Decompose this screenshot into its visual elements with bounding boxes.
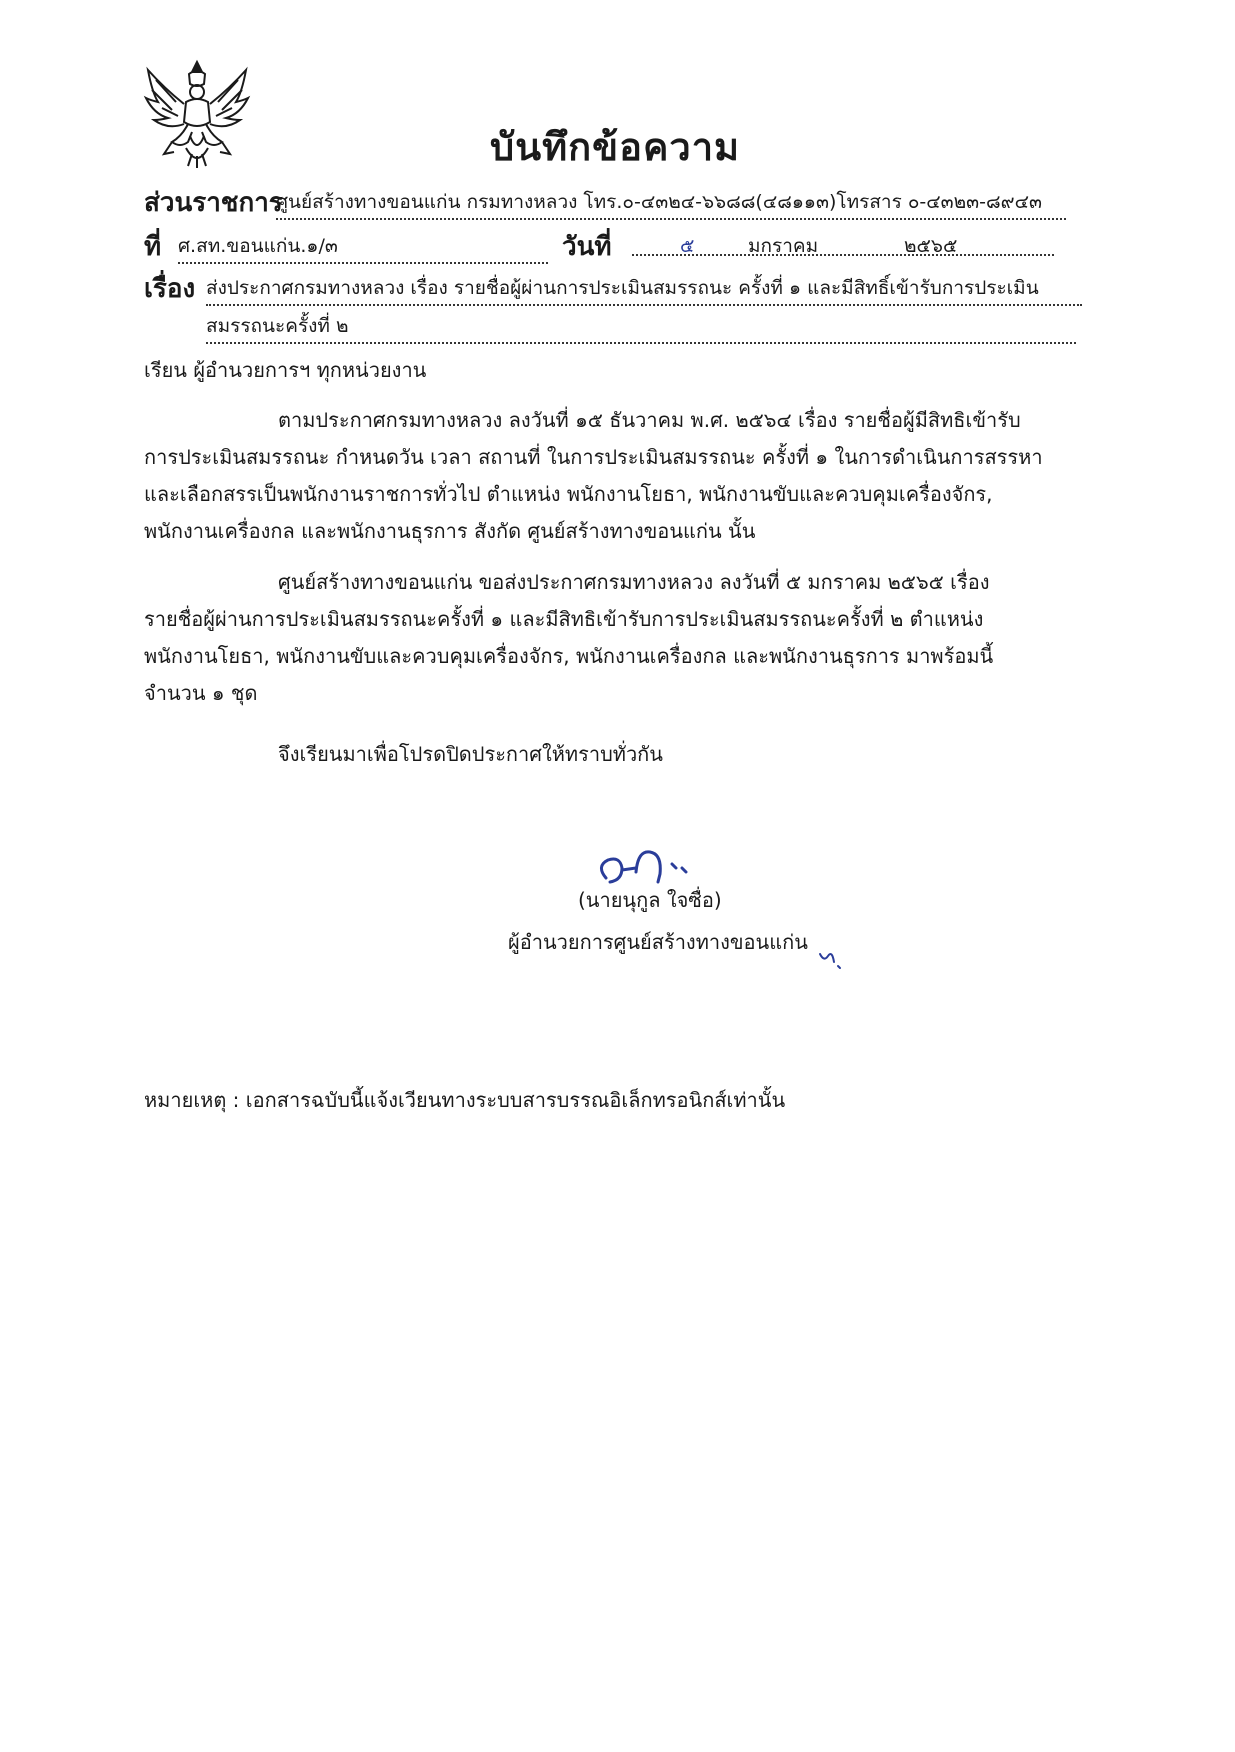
reference-label: ที่ (144, 232, 162, 262)
paragraph-3: จึงเรียนมาเพื่อโปรดปิดประกาศให้ทราบทั่วกัน (278, 742, 663, 766)
signer-title: ผู้อำนวยการศูนย์สร้างทางขอนแก่น (508, 930, 808, 954)
date-day: ๕ (680, 235, 695, 257)
agency-label: ส่วนราชการ (144, 188, 283, 218)
paragraph-2-line: ศูนย์สร้างทางขอนแก่น ขอส่งประกาศกรมทางหลวง ลงวันที่ ๕ มกราคม ๒๕๖๕ เรื่อง (278, 570, 990, 594)
agency-value: ศูนย์สร้างทางขอนแก่น กรมทางหลวง โทร.๐-๔๓๒๔-๖๖๘๘(๔๘๑๑๓)โทรสาร ๐-๔๓๒๓-๘๙๔๓ (276, 187, 1066, 220)
paragraph-2-line: จำนวน ๑ ชุด (144, 681, 258, 705)
paragraph-1-line: ตามประกาศกรมทางหลวง ลงวันที่ ๑๕ ธันวาคม พ.ศ. ๒๕๖๔ เรื่อง รายชื่อผู้มีสิทธิเข้ารับ (278, 408, 1021, 432)
signer-name: (นายนุกูล ใจซื่อ) (578, 888, 722, 912)
paragraph-1-line: และเลือกสรรเป็นพนักงานราชการทั่วไป ตำแหน่ง พนักงานโยธา, พนักงานขับและควบคุมเครื่องจักร, (144, 482, 993, 506)
date-value (632, 231, 1054, 256)
paragraph-1 (144, 402, 1043, 550)
footnote: หมายเหตุ : เอกสารฉบับนี้แจ้งเวียนทางระบบสารบรรณอิเล็กทรอนิกส์เท่านั้น (144, 1088, 786, 1112)
document-title: บันทึกข้อความ (490, 125, 741, 169)
paragraph-1-line: การประเมินสมรรถนะ กำหนดวัน เวลา สถานที่ ในการประเมินสมรรถนะ ครั้งที่ ๑ ในการดำเนินการสรรหา (144, 445, 1043, 469)
paragraph-2-line: รายชื่อผู้ผ่านการประเมินสมรรถนะครั้งที่ ๑ และมีสิทธิเข้ารับการประเมินสมรรถนะครั้งที่ ๒ ตำแหน่ง (144, 607, 984, 631)
date-label: วันที่ (562, 232, 612, 262)
date-year: ๒๕๖๕ (904, 235, 958, 257)
paragraph-2 (144, 564, 993, 712)
paragraph-1-line: พนักงานเครื่องกล และพนักงานธุรการ สังกัด ศูนย์สร้างทางขอนแก่น นั้น (144, 519, 756, 543)
salutation: เรียน ผู้อำนวยการฯ ทุกหน่วยงาน (144, 358, 427, 382)
reference-value: ศ.สท.ขอนแก่น.๑/๓ (178, 231, 548, 264)
subject-line-1: ส่งประกาศกรมทางหลวง เรื่อง รายชื่อผู้ผ่านการประเมินสมรรถนะ ครั้งที่ ๑ และมีสิทธิ์เข้ารับการประเมิน (206, 273, 1082, 306)
subject-label: เรื่อง (144, 274, 196, 304)
initial-mark (818, 944, 844, 970)
paragraph-2-line: พนักงานโยธา, พนักงานขับและควบคุมเครื่องจักร, พนักงานเครื่องกล และพนักงานธุรการ มาพร้อมนี้ (144, 644, 994, 668)
date-month: มกราคม (748, 235, 819, 257)
subject-line-2: สมรรถนะครั้งที่ ๒ (206, 311, 1076, 344)
garuda-emblem-icon (142, 58, 252, 170)
